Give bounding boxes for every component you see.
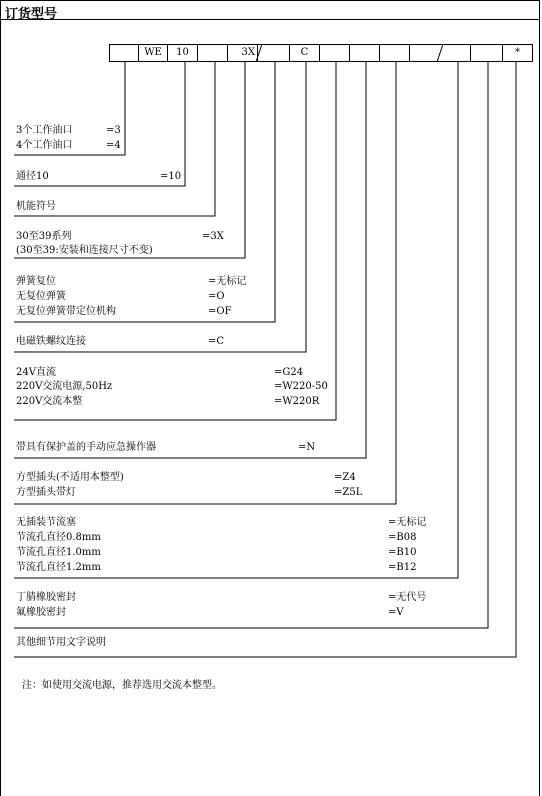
option-code: =Z5L [334,487,363,498]
code-box-5: 3X [227,44,258,62]
option-code: =O [208,291,225,302]
option-code: =无标记 [388,517,427,528]
code-box-7: C [289,44,320,62]
footnote: 注：如使用交流电源，推荐选用交流本整型。 [22,680,222,691]
option-label: 无复位弹簧 [16,291,66,302]
leader-line-series [14,62,245,258]
option-code: =C [208,336,225,347]
page-title: 订货型号 [5,7,58,22]
option-label: 机能符号 [16,201,56,212]
option-label: 弹簧复位 [16,276,56,287]
option-code: =V [388,607,404,618]
option-label: 电磁铁螺纹连接 [16,336,86,347]
option-label: 24V直流 [16,367,56,378]
option-code: =3 [106,125,121,136]
option-code: =B12 [388,562,417,573]
option-label: 节流孔直径1.2mm [16,562,101,573]
option-code: =W220R [274,396,320,407]
code-box-2: WE [138,44,168,62]
option-label: (30至39:安装和连接尺寸不变) [16,245,153,256]
option-label: 丁腈橡胶密封 [16,592,76,603]
option-code: =10 [160,171,182,182]
option-code: =N [298,442,316,453]
option-label: 节流孔直径0.8mm [16,532,101,543]
option-label: 3个工作油口 [16,125,73,136]
code-box-3: 10 [167,44,198,62]
option-label: 带具有保护盖的手动应急操作器 [16,442,156,453]
option-code: =B10 [388,547,417,558]
option-code: =B08 [388,532,417,543]
option-label: 30至39系列 [16,231,72,242]
option-code: =OF [208,306,232,317]
leader-line-throttle [14,62,458,578]
option-label: 方型插头(不适用本整型) [16,472,124,483]
option-label: 方型插头带灯 [16,487,76,498]
code-box-13: * [502,44,533,62]
option-label: 通径10 [16,171,49,182]
leader-line-size [14,62,185,186]
option-label: 220V交流电源,50Hz [16,381,113,392]
option-label: 无插装节流塞 [16,517,76,528]
option-label: 其他细节用文字说明 [16,637,106,648]
slash-mark-2 [437,44,443,62]
option-code: =G24 [274,367,304,378]
option-code: =3X [202,231,224,242]
option-label: 节流孔直径1.0mm [16,547,101,558]
option-code: =Z4 [334,472,356,483]
option-code: =4 [106,140,121,151]
option-label: 4个工作油口 [16,140,73,151]
option-label: 无复位弹簧带定位机构 [16,306,116,317]
slash-mark-1 [256,44,262,62]
option-label: 氟橡胶密封 [16,607,66,618]
option-code: =W220-50 [274,381,328,392]
option-label: 220V交流本整 [16,396,83,407]
option-code: =无标记 [208,276,247,287]
option-code: =无代号 [388,592,427,603]
